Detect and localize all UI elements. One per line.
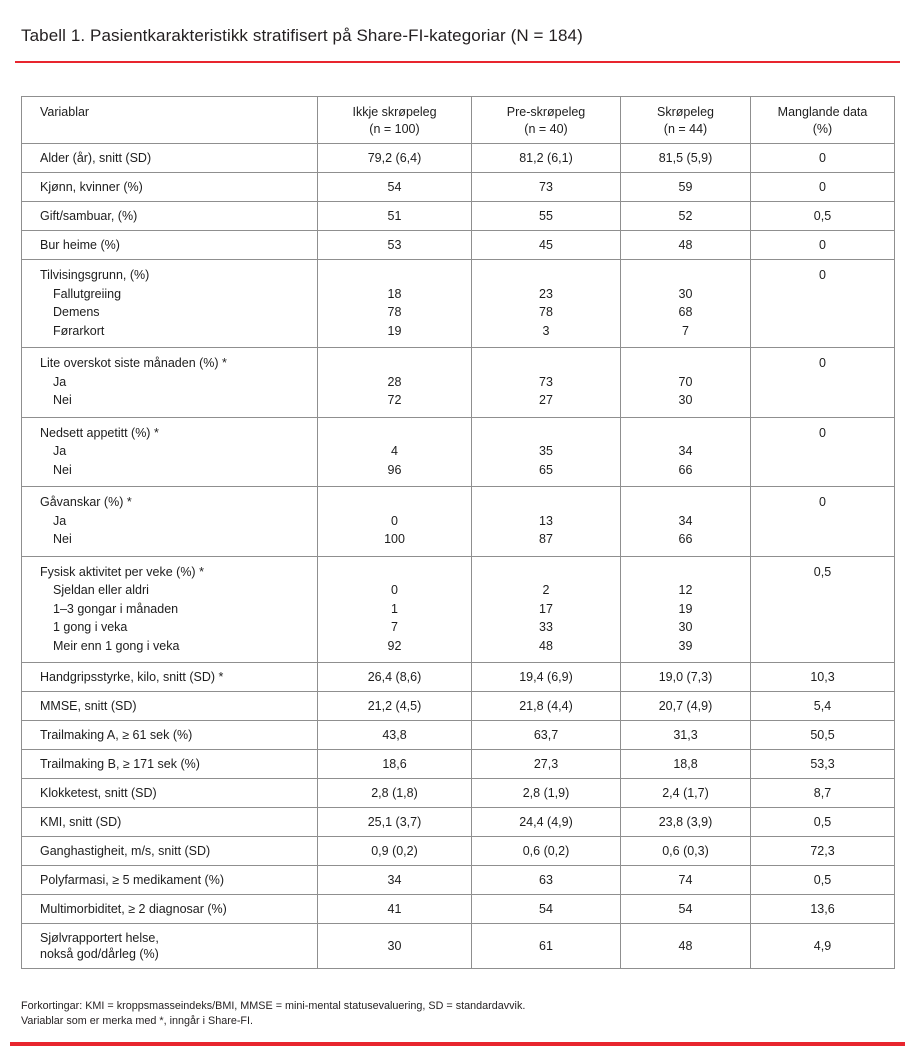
cell-value: 0,6 (0,3) xyxy=(621,837,751,866)
missing-value-line: 0 xyxy=(819,425,826,440)
header-ikkje-skropeleg xyxy=(318,97,472,144)
cell-value xyxy=(621,556,751,663)
row-label xyxy=(22,750,318,779)
missing-value: 4,9 xyxy=(751,924,895,969)
cell-value: 45 xyxy=(472,231,621,260)
table-row xyxy=(22,837,895,866)
group-item-value: 87 xyxy=(539,532,553,546)
group-item-value: 2 xyxy=(542,583,550,597)
row-label xyxy=(22,779,318,808)
group-item-value: 70 xyxy=(678,374,693,389)
blank-line xyxy=(478,266,614,285)
row-label-line: Trailmaking A, ≥ 61 sek (%) xyxy=(40,728,193,742)
group-item-label: Ja xyxy=(53,444,67,458)
table-row xyxy=(22,231,895,260)
cell-value: 81,5 (5,9) xyxy=(621,144,751,173)
group-item-value: 7 xyxy=(391,620,398,634)
blank-line xyxy=(324,493,465,512)
blank-line xyxy=(627,424,744,443)
group-item-value: 35 xyxy=(539,444,553,458)
cell-value: 20,7 (4,9) xyxy=(621,692,751,721)
table-row xyxy=(22,348,895,418)
cell-value: 74 xyxy=(621,866,751,895)
header-line1: Pre-skrøpeleg xyxy=(506,105,586,119)
group-item-label: 1 gong i veka xyxy=(53,620,128,634)
missing-value: 0 xyxy=(751,144,895,173)
top-red-rule xyxy=(15,61,900,63)
row-label xyxy=(22,202,318,231)
group-item-value: 0 xyxy=(391,583,398,597)
cell-value: 54 xyxy=(318,173,472,202)
group-item-value: 48 xyxy=(539,638,553,653)
cell-value: 52 xyxy=(621,202,751,231)
header-skropeleg xyxy=(621,97,751,144)
table-row xyxy=(22,173,895,202)
header-line1: Variablar xyxy=(40,105,90,119)
group-item-value: 65 xyxy=(539,462,553,477)
cell-value: 25,1 (3,7) xyxy=(318,808,472,837)
cell-value xyxy=(318,417,472,487)
group-item-label: Ja xyxy=(53,374,67,389)
cell-value xyxy=(621,260,751,348)
table-row xyxy=(22,721,895,750)
footnote-asterisk: Variablar som er merka med *, inngår i Share-FI. xyxy=(21,1015,254,1027)
missing-value: 10,3 xyxy=(751,663,895,692)
table-row xyxy=(22,417,895,487)
header-variablar xyxy=(22,97,318,144)
group-item-value: 73 xyxy=(539,374,553,389)
cell-value: 48 xyxy=(621,231,751,260)
row-label-line: Handgripsstyrke, kilo, snitt (SD) * xyxy=(40,670,224,684)
row-label xyxy=(22,837,318,866)
cell-value xyxy=(472,556,621,663)
table-row xyxy=(22,750,895,779)
cell-value: 81,2 (6,1) xyxy=(472,144,621,173)
row-label-line: Sjølvrapportert helse, xyxy=(40,931,159,945)
missing-value xyxy=(751,260,895,348)
group-item-label: Nei xyxy=(53,532,72,546)
cell-value: 18,6 xyxy=(318,750,472,779)
header-line2: (%) xyxy=(812,121,833,136)
group-item-value: 12 xyxy=(678,583,693,597)
cell-value: 2,8 (1,9) xyxy=(472,779,621,808)
cell-value: 41 xyxy=(318,895,472,924)
missing-value: 8,7 xyxy=(751,779,895,808)
missing-value xyxy=(751,487,895,557)
missing-value-line: 0 xyxy=(819,268,826,282)
group-item-value: 3 xyxy=(542,323,550,338)
missing-value: 0 xyxy=(751,231,895,260)
group-item-value: 66 xyxy=(678,462,693,477)
cell-value xyxy=(318,348,472,418)
row-label xyxy=(22,144,318,173)
group-item-value: 96 xyxy=(387,462,402,477)
missing-value: 72,3 xyxy=(751,837,895,866)
table-row xyxy=(22,144,895,173)
cell-value: 73 xyxy=(472,173,621,202)
header-line2: (n = 100) xyxy=(369,121,420,136)
row-label-line: Klokketest, snitt (SD) xyxy=(40,786,157,800)
row-label xyxy=(22,808,318,837)
group-item-label: Fallutgreiing xyxy=(53,286,122,301)
bottom-red-rule xyxy=(10,1042,905,1046)
group-item-value: 66 xyxy=(678,532,693,546)
missing-value-line: 0,5 xyxy=(813,564,832,579)
cell-value xyxy=(621,348,751,418)
row-label xyxy=(22,487,318,557)
cell-value xyxy=(318,260,472,348)
row-label-line: Bur heime (%) xyxy=(40,238,120,252)
blank-line xyxy=(324,354,465,373)
group-item-value: 33 xyxy=(539,620,553,634)
blank-line xyxy=(478,424,614,443)
header-line2: (n = 44) xyxy=(663,121,708,136)
table-row xyxy=(22,663,895,692)
header-manglande-data xyxy=(751,97,895,144)
group-item-value: 78 xyxy=(387,305,402,319)
row-label xyxy=(22,692,318,721)
cell-value: 63 xyxy=(472,866,621,895)
cell-value: 59 xyxy=(621,173,751,202)
group-label: Gåvanskar (%) * xyxy=(40,495,132,509)
blank-line xyxy=(324,563,465,582)
cell-value: 30 xyxy=(318,924,472,969)
group-item-value: 19 xyxy=(387,323,402,338)
cell-value: 19,0 (7,3) xyxy=(621,663,751,692)
blank-line xyxy=(627,493,744,512)
cell-value xyxy=(318,487,472,557)
table-row xyxy=(22,895,895,924)
cell-value: 27,3 xyxy=(472,750,621,779)
group-item-value: 19 xyxy=(678,601,693,616)
table-row xyxy=(22,556,895,663)
blank-line xyxy=(324,266,465,285)
row-label-line: Multimorbiditet, ≥ 2 diagnosar (%) xyxy=(40,902,227,916)
group-item-value: 34 xyxy=(678,444,693,458)
missing-value: 53,3 xyxy=(751,750,895,779)
cell-value: 2,8 (1,8) xyxy=(318,779,472,808)
missing-value-line: 0 xyxy=(819,495,826,509)
cell-value xyxy=(318,556,472,663)
cell-value: 0,6 (0,2) xyxy=(472,837,621,866)
cell-value xyxy=(472,348,621,418)
missing-value: 13,6 xyxy=(751,895,895,924)
header-line2: (n = 40) xyxy=(524,121,568,136)
table-row xyxy=(22,692,895,721)
missing-value: 5,4 xyxy=(751,692,895,721)
cell-value: 53 xyxy=(318,231,472,260)
row-label xyxy=(22,924,318,969)
row-label xyxy=(22,556,318,663)
table-row xyxy=(22,866,895,895)
cell-value: 79,2 (6,4) xyxy=(318,144,472,173)
row-label xyxy=(22,721,318,750)
table-body xyxy=(22,144,895,969)
group-item-label: Meir enn 1 gong i veka xyxy=(53,638,180,653)
footnote-abbreviations: Forkortingar: KMI = kroppsmasseindeks/BMI, MMSE = mini-mental statusevaluering, SD = standardavvik. xyxy=(21,1000,526,1012)
group-item-value: 23 xyxy=(539,286,553,301)
group-item-value: 7 xyxy=(682,323,689,338)
group-item-value: 72 xyxy=(387,393,402,407)
group-item-value: 68 xyxy=(678,305,693,319)
cell-value: 54 xyxy=(621,895,751,924)
group-item-label: Førarkort xyxy=(53,323,105,338)
group-item-value: 100 xyxy=(384,532,405,546)
row-label xyxy=(22,231,318,260)
group-item-label: Sjeldan eller aldri xyxy=(53,583,149,597)
table-title: Tabell 1. Pasientkarakteristikk stratifisert på Share-FI-kategoriar (N = 184) xyxy=(21,26,583,45)
missing-value xyxy=(751,556,895,663)
cell-value: 34 xyxy=(318,866,472,895)
cell-value: 19,4 (6,9) xyxy=(472,663,621,692)
group-label: Tilvisingsgrunn, (%) xyxy=(40,268,150,282)
cell-value: 43,8 xyxy=(318,721,472,750)
row-label-line: MMSE, snitt (SD) xyxy=(40,699,137,713)
blank-line xyxy=(627,266,744,285)
header-line1: Manglande data xyxy=(777,105,868,119)
footnotes xyxy=(21,999,894,1029)
cell-value xyxy=(621,487,751,557)
blank-line xyxy=(627,354,744,373)
missing-value: 50,5 xyxy=(751,721,895,750)
header-line1: Ikkje skrøpeleg xyxy=(352,105,437,119)
group-label: Fysisk aktivitet per veke (%) * xyxy=(40,564,204,579)
row-label xyxy=(22,173,318,202)
row-label xyxy=(22,260,318,348)
header-line1: Skrøpeleg xyxy=(657,105,714,119)
row-label xyxy=(22,417,318,487)
group-item-value: 0 xyxy=(391,513,398,528)
cell-value: 23,8 (3,9) xyxy=(621,808,751,837)
blank-line xyxy=(478,563,614,582)
group-item-value: 30 xyxy=(678,620,693,634)
group-item-value: 28 xyxy=(387,374,402,389)
cell-value: 55 xyxy=(472,202,621,231)
missing-value: 0,5 xyxy=(751,202,895,231)
cell-value: 63,7 xyxy=(472,721,621,750)
cell-value: 61 xyxy=(472,924,621,969)
group-item-value: 4 xyxy=(391,444,398,458)
cell-value: 21,2 (4,5) xyxy=(318,692,472,721)
group-item-value: 30 xyxy=(678,393,693,407)
cell-value xyxy=(472,260,621,348)
cell-value: 0,9 (0,2) xyxy=(318,837,472,866)
row-label-line: Gift/sambuar, (%) xyxy=(40,209,138,223)
table-row xyxy=(22,808,895,837)
row-label-line: Trailmaking B, ≥ 171 sek (%) xyxy=(40,757,200,771)
cell-value xyxy=(472,487,621,557)
cell-value: 51 xyxy=(318,202,472,231)
row-label-line: Kjønn, kvinner (%) xyxy=(40,180,143,194)
patient-characteristics-table xyxy=(21,96,895,969)
group-item-value: 34 xyxy=(678,513,693,528)
cell-value: 26,4 (8,6) xyxy=(318,663,472,692)
group-item-value: 30 xyxy=(678,286,693,301)
table-row xyxy=(22,260,895,348)
group-item-value: 1 xyxy=(391,601,398,616)
group-item-label: Nei xyxy=(53,462,72,477)
row-label xyxy=(22,663,318,692)
blank-line xyxy=(478,354,614,373)
cell-value xyxy=(621,417,751,487)
cell-value: 31,3 xyxy=(621,721,751,750)
group-item-value: 18 xyxy=(387,286,402,301)
table-row xyxy=(22,202,895,231)
cell-value: 21,8 (4,4) xyxy=(472,692,621,721)
cell-value: 18,8 xyxy=(621,750,751,779)
cell-value xyxy=(472,417,621,487)
missing-value: 0,5 xyxy=(751,866,895,895)
missing-value: 0,5 xyxy=(751,808,895,837)
blank-line xyxy=(324,424,465,443)
header-pre-skropeleg xyxy=(472,97,621,144)
group-item-label: Ja xyxy=(53,513,67,528)
missing-value-line: 0 xyxy=(819,356,826,370)
row-label-line: Ganghastigheit, m/s, snitt (SD) xyxy=(40,844,211,858)
missing-value xyxy=(751,348,895,418)
header-row xyxy=(22,97,895,144)
table-row xyxy=(22,779,895,808)
row-label xyxy=(22,866,318,895)
group-label: Nedsett appetitt (%) * xyxy=(40,425,159,440)
row-label-line: KMI, snitt (SD) xyxy=(40,815,122,829)
cell-value: 54 xyxy=(472,895,621,924)
row-label xyxy=(22,348,318,418)
group-item-value: 92 xyxy=(387,638,402,653)
blank-line xyxy=(478,493,614,512)
group-item-value: 13 xyxy=(539,513,553,528)
table-row xyxy=(22,487,895,557)
row-label xyxy=(22,895,318,924)
group-item-label: Demens xyxy=(53,305,100,319)
group-item-value: 27 xyxy=(539,393,553,407)
blank-line xyxy=(627,563,744,582)
missing-value xyxy=(751,417,895,487)
group-item-value: 78 xyxy=(539,305,553,319)
group-item-label: 1–3 gongar i månaden xyxy=(53,601,179,616)
cell-value: 2,4 (1,7) xyxy=(621,779,751,808)
group-item-label: Nei xyxy=(53,393,72,407)
cell-value: 48 xyxy=(621,924,751,969)
table-row xyxy=(22,924,895,969)
row-label-line: Polyfarmasi, ≥ 5 medikament (%) xyxy=(40,873,224,887)
group-item-value: 39 xyxy=(678,638,693,653)
row-label-line: Alder (år), snitt (SD) xyxy=(40,151,152,165)
missing-value: 0 xyxy=(751,173,895,202)
cell-value: 24,4 (4,9) xyxy=(472,808,621,837)
row-label-line: nokså god/dårleg (%) xyxy=(40,947,159,961)
group-label: Lite overskot siste månaden (%) * xyxy=(40,356,227,370)
group-item-value: 17 xyxy=(539,601,553,616)
